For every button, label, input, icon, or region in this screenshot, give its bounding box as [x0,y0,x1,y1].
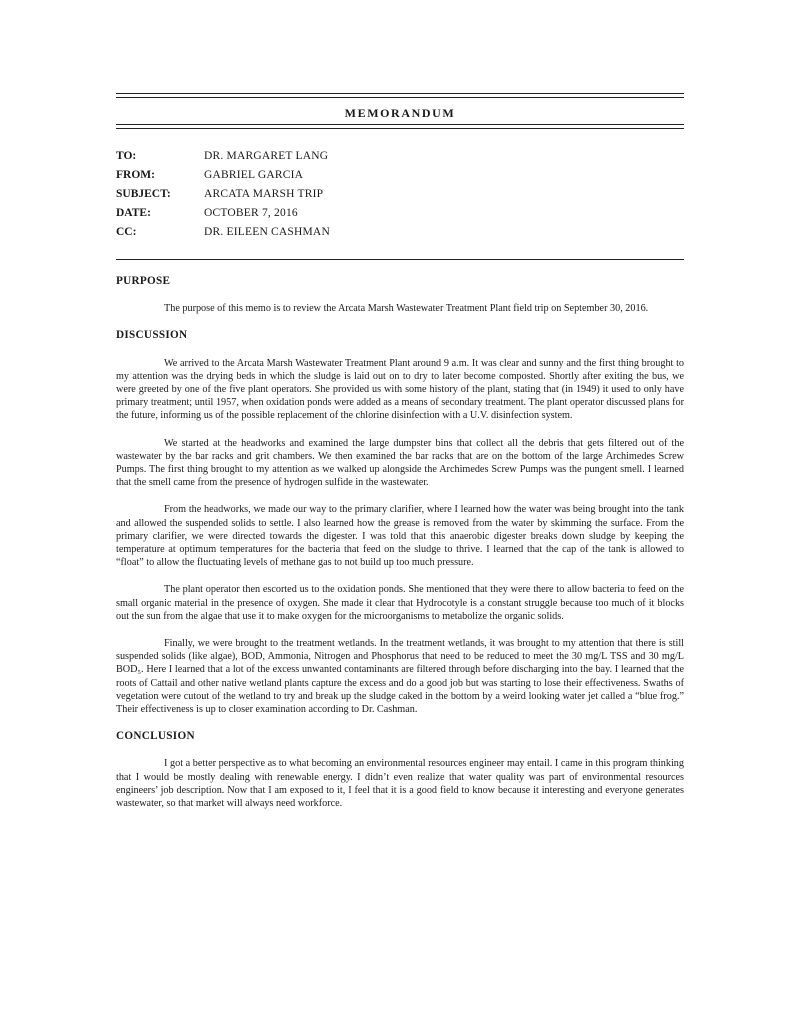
top-double-rule [116,93,684,98]
conclusion-heading: CONCLUSION [116,730,195,743]
memo-header [116,146,330,242]
discussion-heading: DISCUSSION [116,329,188,342]
conclusion-paragraph: I got a better perspective as to what becoming an environmental resources engineer may entail. I came in this program thinking that I would be mostly dealing with renewable energy. I didn’t even realize that water quality was part of environmental resources engineers’ job description. Now that I am exposed to it, I feel that it is a good field to know because it interesting and everyone generates wastewater, so that market will always need workforce. [116,758,684,810]
date-label: DATE: [116,207,151,220]
subject-label: SUBJECT: [116,187,171,200]
memo-title: MEMORANDUM [344,106,456,120]
discussion-paragraph: Finally, we were brought to the treatment wetlands. In the treatment wetlands, it was brought to my attention that there is still suspended solids (like algae), BOD, Ammonia, Nitrogen and Phosphorus that need to be reduced to meet the 30 mg/L TSS and 30 mg/L BOD₅. Here I learned that a lot of the excess unwanted contaminants are filtered through before discharging into the bay. I learned that the roots of Cattail and other native wetland plants capture the excess and do a good job but was starting to lose their effectiveness. Swaths of vegetation were cutout of the wetland to try and break up the sludge caked in the bottom by a weird looking water jet called a “blue frog.” Their effectiveness is up to closer examination according to Dr. Cashman. [116,638,684,716]
memo-body [116,275,684,824]
conclusion-section [116,730,684,810]
header-row-subject [116,184,330,203]
from-value: GABRIEL GARCIA [204,168,304,181]
purpose-section [116,275,684,315]
discussion-paragraph: From the headworks, we made our way to the primary clarifier, where I learned how the water was being brought into the tank and allowed the suspended solids to settle. I also learned how the grease is removed from the water by skimming the surface. From the primary clarifier, we were directed towards the digester. I was told that this anaerobic digester breaks down sludge by keeping the temperature at optimum temperatures for the bacteria that feed on the sludge to thrive. I learned that the cap of the tank is allowed to “float” to allow the fluctuating levels of methane gas to not build up too much pressure. [116,504,684,569]
discussion-paragraph: We arrived to the Arcata Marsh Wastewater Treatment Plant around 9 a.m. It was clear and sunny and the first thing brought to my attention was the drying beds in which the sludge is laid out on to dry to later become composted. Shortly after exiting the bus, we were greeted by one of the five plant operators. She provided us with some history of the plant, stating that (in 1949) it used to only have primary treatment; until 1957, when oxidation ponds were added as a means of secondary treatment. The plant operator discussed plans for the future, informing us of the possible replacement of the chlorine disinfection with a U.V. disinfection system. [116,357,684,422]
date-value: OCTOBER 7, 2016 [204,207,298,220]
to-value: DR. MARGARET LANG [204,149,329,162]
purpose-paragraph: The purpose of this memo is to review the Arcata Marsh Wastewater Treatment Plant field trip on September 30, 2016. [164,303,649,315]
header-divider [116,259,684,260]
cc-value: DR. EILEEN CASHMAN [204,226,330,239]
to-label: TO: [116,149,137,162]
subject-value: ARCATA MARSH TRIP [204,187,324,200]
discussion-paragraph: The plant operator then escorted us to the oxidation ponds. She mentioned that they were there to allow bacteria to feed on the small organic material in the presence of oxygen. She made it clear that Hydrocotyle is a constant struggle because too much of it blocks out the sun from the algae that use it to make oxygen for the microorganisms to metabolize the organic solids. [116,584,684,622]
discussion-section [116,329,684,716]
from-label: FROM: [116,168,155,181]
title-double-rule [116,124,684,129]
header-row-to [116,146,330,165]
header-row-date [116,204,330,223]
header-row-from [116,165,330,184]
cc-label: CC: [116,226,137,239]
header-row-cc [116,223,330,242]
purpose-heading: PURPOSE [116,275,171,287]
discussion-paragraph: We started at the headworks and examined the large dumpster bins that collect all the debris that gets filtered out of the wastewater by the bar racks and grit chambers. We then examined the bar racks that are on the bottom of the large Archimedes Screw Pumps. The first thing brought to my attention as we walked up alongside the Archimedes Screw Pumps was the pungent smell. I learned that the smell came from the presence of hydrogen sulfide in the wastewater. [116,437,684,489]
